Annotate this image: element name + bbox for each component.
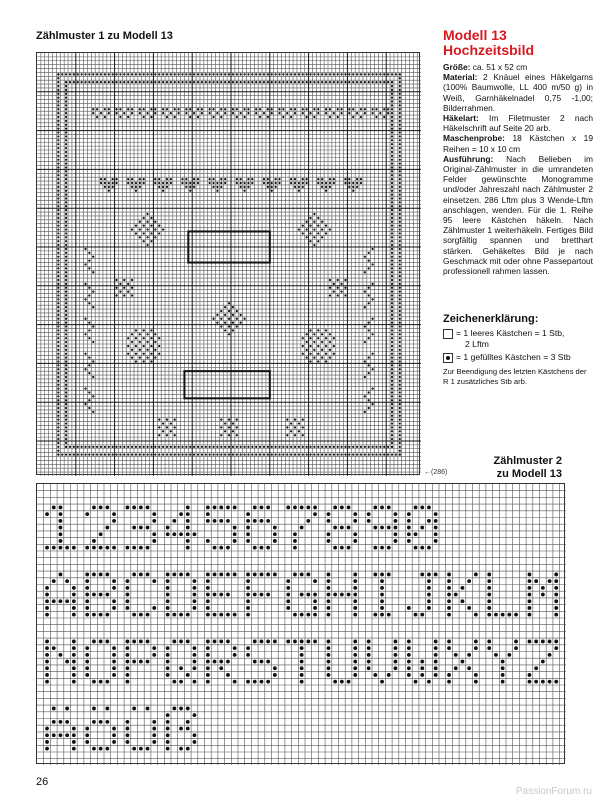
legend-title: Zeichenerklärung: bbox=[443, 313, 539, 325]
instruction-paragraphs bbox=[443, 62, 593, 276]
filled-square-icon bbox=[443, 353, 453, 363]
instruction-paragraph: Material: 2 Knäuel eines Häkelgarns (100% Baumwolle, LL 400 m/50 g) in Weiß, Garnhäkelnadel 0,75 -1,00; Bilderrahmen. bbox=[443, 72, 593, 113]
row-arrow-label: ←(286) bbox=[424, 469, 448, 476]
zaehlmuster-2-chart bbox=[36, 483, 565, 764]
zaehlmuster-1-chart bbox=[36, 52, 420, 475]
instruction-paragraph: Maschenprobe: 18 Kästchen x 19 Reihen = 10 x 10 cm bbox=[443, 133, 593, 154]
instructions-panel bbox=[443, 28, 593, 276]
empty-square-icon bbox=[443, 329, 453, 339]
legend-note: Zur Beendigung des letzten Kästchens der R 1 zusätzliches Stb arb. bbox=[443, 367, 587, 386]
model-name: Hochzeitsbild bbox=[443, 42, 535, 58]
instruction-paragraph: Häkelart: Im Filetmuster 2 nach Häkelschrift auf Seite 20 arb. bbox=[443, 113, 593, 134]
legend-empty: = 1 leeres Kästchen = 1 Stb, 2 Lftm bbox=[443, 328, 564, 349]
chart1-title: Zählmuster 1 zu Modell 13 bbox=[36, 30, 173, 42]
instruction-paragraph: Ausführung: Nach Belieben im Original-Zählmuster in die umrandeten Felder gewünschte Monogramme und/oder Jahreszahl nach Zählmuster 2 einsetzen. 286 Lftm plus 3 Wende-Lftm anschlagen, wenden. Für die 1. Reihe 95 leere Kästchen häkeln. Nach Zählmuster 1 weiterhäkeln. Fertiges Bild sorgfältig spannen und bretthart stärken. Gehäkeltes Bild je nach Geschmack mit oder ohne Passepartout professionell rahmen lassen. bbox=[443, 153, 593, 277]
chart2-title: Zählmuster 2 zu Modell 13 bbox=[493, 455, 562, 480]
instruction-paragraph: Größe: ca. 51 x 52 cm bbox=[443, 62, 528, 72]
watermark: PassionForum.ru bbox=[515, 786, 592, 797]
legend-filled: = 1 gefülltes Kästchen = 3 Stb bbox=[443, 352, 571, 363]
page-number: 26 bbox=[36, 776, 49, 788]
model-number: Modell 13 bbox=[443, 27, 507, 43]
